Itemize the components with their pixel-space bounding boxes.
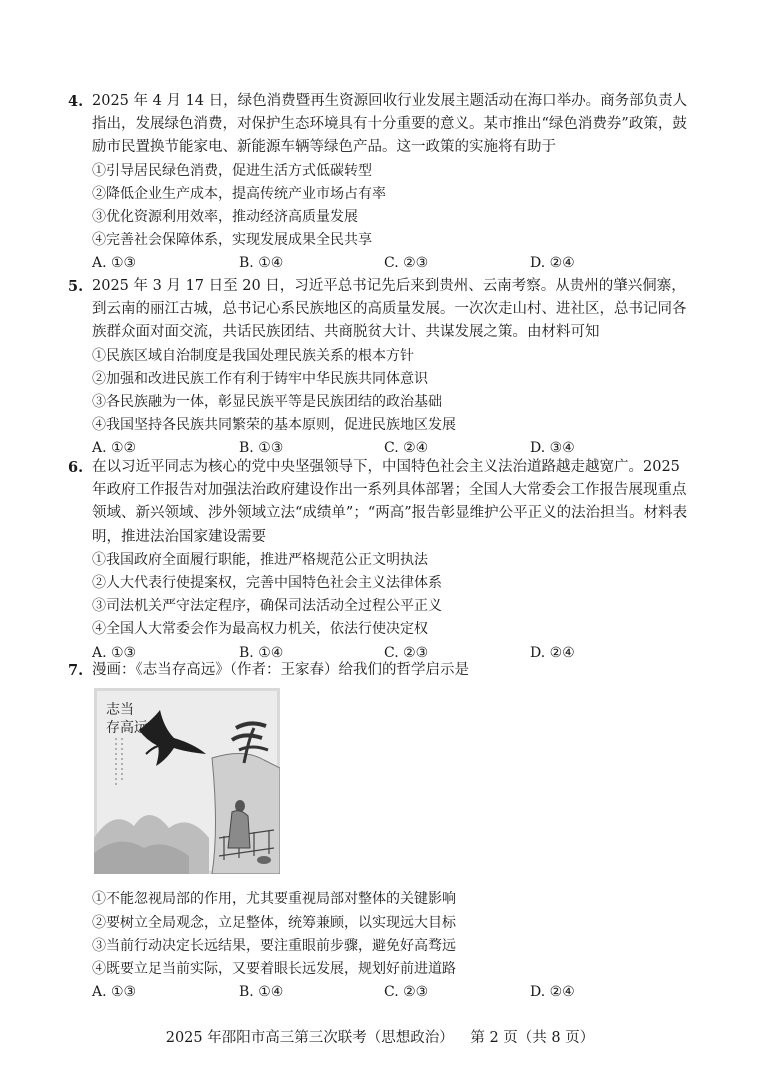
choice-b: B. ①④	[239, 984, 284, 1001]
statement-3: ③当前行动决定长远结果，要注重眼前步骤，避免好高骛远	[92, 937, 456, 954]
choice-c: C. ②④	[384, 440, 429, 457]
cartoon-inscription: 志当	[106, 702, 134, 719]
question-7	[68, 659, 698, 1004]
statement-3: ③司法机关严守法定程序，确保司法活动全过程公平正义	[92, 598, 442, 615]
page-number: 第 2 页（共 8 页）	[470, 1030, 595, 1046]
choice-a: A. ①③	[92, 644, 137, 661]
answer-choices	[92, 981, 698, 1004]
choice-b: B. ①④	[239, 644, 284, 661]
statement-1: ①不能忽视局部的作用，尤其要重视局部对整体的关键影响	[92, 891, 456, 908]
choice-c: C. ②③	[384, 255, 429, 272]
choice-d: D. ②④	[530, 984, 575, 1001]
statement-1: ①民族区域自治制度是我国处理民族关系的根本方针	[92, 347, 414, 364]
question-number: 7.	[68, 662, 84, 679]
question-6	[68, 456, 698, 665]
question-stem: 漫画：《志当存高远》（作者：王家春）给我们的哲学启示是	[92, 662, 469, 678]
cartoon-image	[94, 688, 280, 874]
question-stem: 2025 年 3 月 17 日至 20 日，习近平总书记先后来到贵州、云南考察。从贵州的肇兴侗寨，到云南的丽江古城，总书记心系民族地区的高质量发展。一次次走山村、进社区，总书记同各族群众面对面交流，共话民族团结、共商脱贫大计、共谋发展之策。由材料可知	[92, 278, 687, 341]
answer-choices	[92, 252, 698, 275]
statement-2: ②要树立全局观念，立足整体，统筹兼顾，以实现远大目标	[92, 914, 456, 931]
choice-d: D. ③④	[530, 440, 575, 457]
statement-1: ①引导居民绿色消费，促进生活方式低碳转型	[92, 162, 372, 179]
statement-3: ③优化资源利用效率，推动经济高质量发展	[92, 209, 358, 226]
question-number: 4.	[68, 93, 84, 110]
question-5	[68, 275, 698, 461]
statement-2: ②人大代表行使提案权，完善中国特色社会主义法律体系	[92, 575, 442, 592]
statement-2: ②降低企业生产成本，提高传统产业市场占有率	[92, 185, 386, 202]
question-number: 6.	[68, 459, 84, 476]
choice-c: C. ②③	[384, 644, 429, 661]
exam-title: 2025 年邵阳市高三第三次联考（思想政治）	[165, 1030, 454, 1046]
statement-4: ④完善社会保障体系，实现发展成果全民共享	[92, 232, 372, 249]
statement-4: ④我国坚持各民族共同繁荣的基本原则，促进民族地区发展	[92, 417, 456, 434]
statement-4: ④既要立足当前实际，又要着眼长远发展，规划好前进道路	[92, 961, 456, 978]
choice-d: D. ②④	[530, 644, 575, 661]
question-4	[68, 90, 698, 276]
page-footer	[0, 1026, 760, 1047]
statement-4: ④全国人大常委会作为最高权力机关，依法行使决定权	[92, 621, 428, 638]
choice-c: C. ②③	[384, 984, 429, 1001]
statement-2: ②加强和改进民族工作有利于铸牢中华民族共同体意识	[92, 370, 428, 387]
choice-a: A. ①②	[92, 440, 137, 457]
choice-a: A. ①③	[92, 984, 137, 1001]
choice-a: A. ①③	[92, 255, 137, 272]
question-stem: 2025 年 4 月 14 日，绿色消费暨再生资源回收行业发展主题活动在海口举办。商务部负责人指出，发展绿色消费，对保护生态环境具有十分重要的意义。某市推出“绿色消费券”政策，鼓励市民置换节能家电、新能源车辆等绿色产品。这一政策的实施将有助于	[92, 93, 688, 156]
cartoon-inscription: 存高远	[106, 720, 148, 737]
statement-1: ①我国政府全面履行职能，推进严格规范公正文明执法	[92, 551, 428, 568]
question-number: 5.	[68, 278, 84, 295]
choice-d: D. ②④	[530, 255, 575, 272]
statement-3: ③各民族融为一体，彰显民族平等是民族团结的政治基础	[92, 394, 442, 411]
choice-b: B. ①④	[239, 255, 284, 272]
choice-b: B. ①③	[239, 440, 284, 457]
question-stem: 在以习近平同志为核心的党中央坚强领导下，中国特色社会主义法治道路越走越宽广。2025 年政府工作报告对加强法治政府建设作出一系列具体部署；全国人大常委会工作报告展现重点领域、新兴领域、涉外领域立法“成绩单”；“两高”报告彰显维护公平正义的法治担当。材料表明，推进法治国家建设需要	[92, 459, 688, 545]
